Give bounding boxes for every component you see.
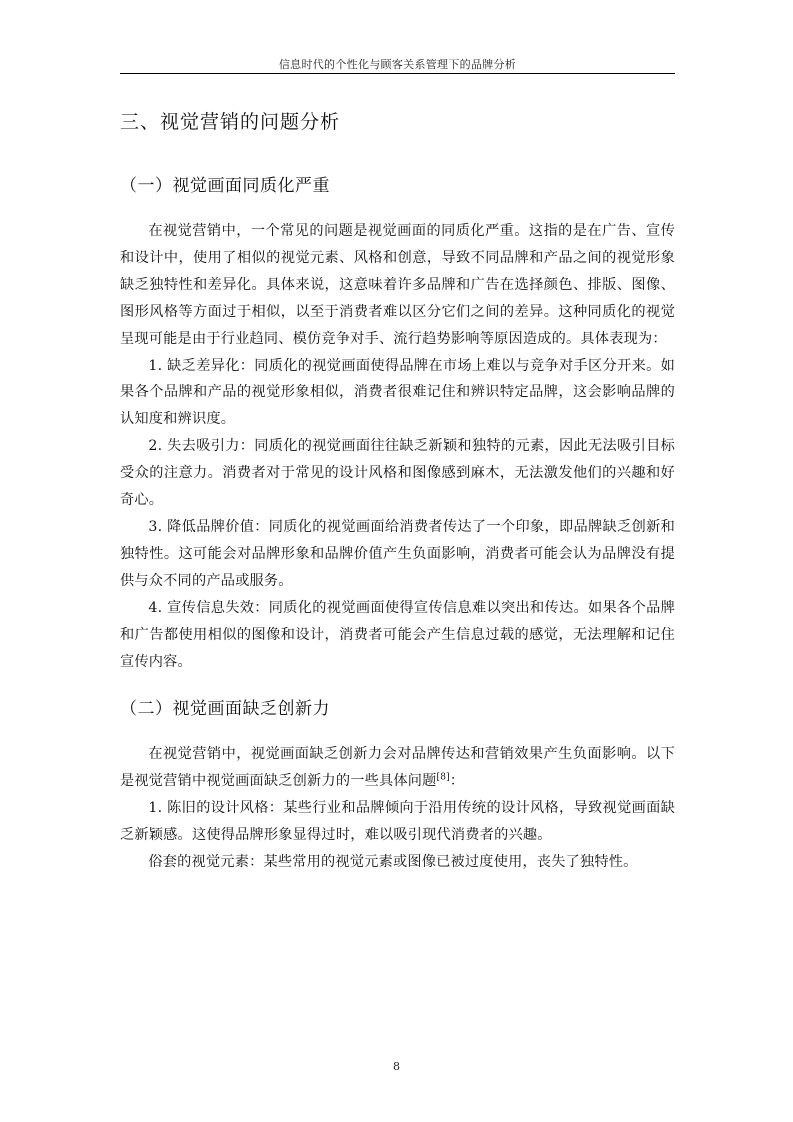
list-item: 3. 降低品牌价值：同质化的视觉画面给消费者传达了一个印象，即品牌缺乏创新和独特性。这可能会对品牌形象和品牌价值产生负面影响，消费者可能会认为品牌没有提供与众不同的产品或服务。 [120,518,675,589]
list-item: 1. 陈旧的设计风格：某些行业和品牌倾向于沿用传统的设计风格，导致视觉画面缺乏新颖感。这使得品牌形象显得过时，难以吸引现代消费者的兴趣。 [120,800,675,844]
citation-reference[interactable]: [8] [436,772,450,783]
intro-text: 在视觉营销中，视觉画面缺乏创新力会对品牌传达和营销效果产生负面影响。以下是视觉营销中视觉画面缺乏创新力的一些具体问题 [120,746,675,790]
paragraph: 俗套的视觉元素：某些常用的视觉元素或图像已被过度使用，丧失了独特性。 [148,854,638,871]
page-body [120,98,675,876]
running-header: 信息时代的个性化与顾客关系管理下的品牌分析 [278,58,517,71]
subsection-title-2: （二）视觉画面缺乏创新力 [120,699,330,720]
paragraph-intro [120,741,675,795]
list-item: 4. 宣传信息失效：同质化的视觉画面使得宣传信息难以突出和传达。如果各个品牌和广告都使用相似的图像和设计，消费者可能会产生信息过载的感觉，无法理解和记住宣传内容。 [120,599,675,670]
section-title: 三、视觉营销的问题分析 [120,111,341,133]
subsection-title-1: （一）视觉画面同质化严重 [120,176,330,196]
header-rule [120,73,675,74]
page-number: 8 [393,1060,400,1073]
intro-end: ： [449,773,465,790]
list-item: 1. 缺乏差异化：同质化的视觉画面使得品牌在市场上难以与竞争对手区分开来。如果各个品牌和产品的视觉形象相似，消费者很难记住和辨识特定品牌，这会影响品牌的认知度和辨识度。 [120,357,675,428]
list-item: 2. 失去吸引力：同质化的视觉画面往往缺乏新颖和独特的元素，因此无法吸引目标受众的注意力。消费者对于常见的设计风格和图像感到麻木，无法激发他们的兴趣和好奇心。 [120,438,675,509]
paragraph: 在视觉营销中，一个常见的问题是视觉画面的同质化严重。这指的是在广告、宣传和设计中，使用了相似的视觉元素、风格和创意，导致不同品牌和产品之间的视觉形象缺乏独特性和差异化。具体来说，这意味着许多品牌和广告在选择颜色、排版、图像、图形风格等方面过于相似，以至于消费者难以区分它们之间的差异。这种同质化的视觉呈现可能是由于行业趋同、模仿竞争对手、流行趋势影响等原因造成的。具体表现为： [120,223,675,347]
